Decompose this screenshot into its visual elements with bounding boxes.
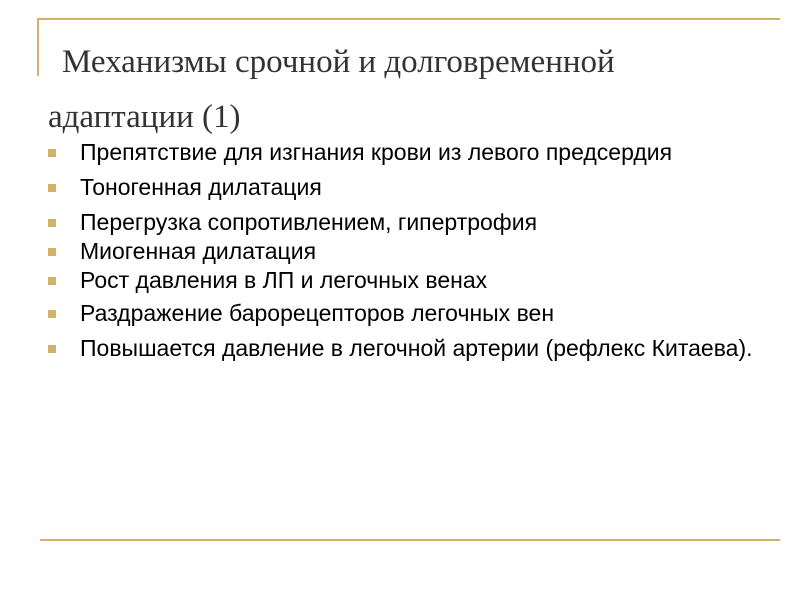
bullet-item [48,335,753,361]
square-bullet-icon [48,149,56,157]
bullet-text: Тоногенная дилатация [80,174,322,200]
square-bullet-icon [48,219,56,227]
bullet-item [48,139,753,165]
square-bullet-icon [48,345,56,353]
bullet-text: Препятствие для изгнания крови из левого предсердия [80,139,673,165]
bullet-text: Повышается давление в легочной артерии (рефлекс Китаева). [80,335,753,361]
square-bullet-icon [48,310,56,318]
frame-bottom-line [40,539,780,541]
bullet-item [48,209,753,235]
slide-title-line-2: адаптации (1) [48,99,241,135]
bullet-text: Раздражение барорецепторов легочных вен [80,300,555,326]
bullet-text: Рост давления в ЛП и легочных венах [80,267,488,293]
bullet-item [48,300,753,326]
bullet-item [48,174,753,200]
square-bullet-icon [48,277,56,285]
slide-title-line-1: Механизмы срочной и долговременной [62,44,615,80]
frame-left-line [37,18,39,76]
bullet-text: Миогенная дилатация [80,238,317,264]
square-bullet-icon [48,184,56,192]
bullet-item [48,238,753,264]
bullet-item [48,267,753,293]
bullet-list [48,139,753,361]
frame-top-line [37,18,780,20]
square-bullet-icon [48,248,56,256]
bullet-text: Перегрузка сопротивлением, гипертрофия [80,209,538,235]
